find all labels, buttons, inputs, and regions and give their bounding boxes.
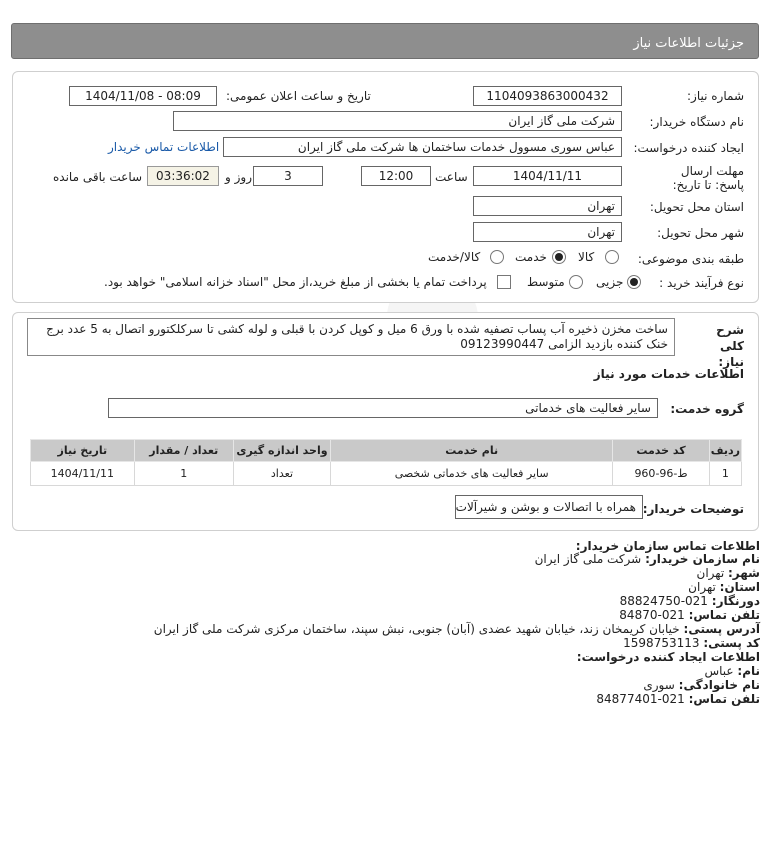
description-text: ساخت مخزن ذخیره آب پساب تصفیه شده با ورق 6 میل و کوپل کردن با قبلی و لوله کشی تا سرکلکتورو اتصال به 5 عدد برج خنک کننده بازدید الزامی 09123990447 [46,322,668,351]
requester-field[interactable]: عباس سوری مسوول خدمات ساختمان ها شرکت ملی گاز ایران [223,137,622,157]
cell-need-date: 1404/11/11 [31,462,135,486]
col-quantity: تعداد / مقدار [134,440,233,462]
need-number-label: شماره نیاز: [687,89,744,103]
deadline-label: مهلت ارسال پاسخ: تا تاریخ: [672,164,744,192]
remaining-time-field: 03:36:02 [147,166,219,186]
need-number-field[interactable]: 1104093863000432 [473,86,622,106]
cell-unit: تعداد [233,462,330,486]
contact-address-line [154,622,760,636]
process-label: نوع فرآیند خرید : [659,276,744,290]
creator-name-line [704,664,760,678]
creator-phone-line [596,692,760,706]
contact-fax-value: 021-88824750 [619,594,708,608]
process-medium-radio[interactable] [569,275,583,289]
category-label: طبقه بندی موضوعی: [637,252,744,266]
buyer-contact-link[interactable]: اطلاعات تماس خریدار [108,140,220,154]
process-minor-label: جزیی [596,275,624,289]
days-label: روز و [225,170,252,184]
process-medium-label: متوسط [527,275,565,289]
contact-fax-label: دورنگار: [711,594,760,608]
contact-org-label: نام سازمان خریدار: [645,552,760,566]
creator-phone-value: 021-84877401 [596,692,685,706]
category-goods-label: کالا [578,250,595,264]
service-group-field[interactable]: سایر فعالیت های خدماتی [108,398,658,418]
creator-name-value: عباس [704,664,734,678]
category-service-label: خدمت [515,250,547,264]
creator-title: اطلاعات ایجاد کننده درخواست: [576,650,760,664]
contact-address-value: خیابان کریمخان زند، خیابان شهید عضدی (آبان) جنوبی، نبش سپند، ساختمان مرکزی شرکت ملی گاز ایران [153,622,680,636]
page-header [11,23,759,59]
description-box [27,318,675,356]
contact-org-line [535,552,760,566]
contact-address-label: آدرس پستی: [683,622,760,636]
announce-label: تاریخ و ساعت اعلان عمومی: [226,89,371,103]
creator-family-label: نام خانوادگی: [678,678,760,692]
col-need-date: تاریخ نیاز [31,440,135,462]
page-title: جزئیات اطلاعات نیاز [633,36,744,51]
contact-phone-line [619,608,760,622]
city-label: شهر محل تحویل: [657,226,744,240]
services-table-header [31,440,742,462]
creator-phone-label: تلفن تماس: [688,692,760,706]
buyer-notes-field: همراه با اتصالات و بوشن و شیرآلات [455,495,643,519]
requester-label: ایجاد کننده درخواست: [633,141,744,155]
creator-name-label: نام: [737,664,760,678]
contact-phone-label: تلفن تماس: [688,608,760,622]
contact-city-line [697,566,760,580]
days-remaining-field[interactable]: 3 [253,166,323,186]
cell-service-name: سایر فعالیت های خدماتی شخصی [331,462,613,486]
contact-postal-label: کد پستی: [703,636,760,650]
services-table [30,439,742,486]
category-goods-service-radio[interactable] [490,250,504,264]
remaining-time-label: ساعت باقی مانده [53,170,143,184]
contact-city-label: شهر: [728,566,760,580]
deadline-date-field[interactable]: 1404/11/11 [473,166,622,186]
province-field[interactable]: تهران [473,196,622,216]
announce-datetime-field[interactable]: 1404/11/08 - 08:09 [69,86,217,106]
deadline-time-field[interactable]: 12:00 [361,166,431,186]
city-field[interactable]: تهران [473,222,622,242]
contact-postal-line [623,636,760,650]
cell-quantity: 1 [134,462,233,486]
contact-title: اطلاعات تماس سازمان خریدار: [575,539,760,553]
cell-service-code: ط-96-960 [613,462,710,486]
contact-postal-value: 1598753113 [623,636,700,650]
cell-row: 1 [709,462,741,486]
col-service-name: نام خدمت [331,440,613,462]
treasury-payment-note: پرداخت تمام یا بخشی از مبلغ خرید،از محل "اسناد خزانه اسلامی" خواهد بود. [104,275,487,289]
contact-city-value: تهران [696,566,725,580]
contact-phone-value: 021-84870 [619,608,685,622]
description-label: شرح کلی نیاز: [716,323,744,369]
province-label: استان محل تحویل: [649,200,744,214]
services-section-title: اطلاعات خدمات مورد نیاز [593,367,744,381]
category-goods-service-label: کالا/خدمت [428,250,481,264]
contact-province-value: تهران [688,580,716,594]
buyer-notes-label: توضیحات خریدار: [642,502,744,516]
treasury-payment-checkbox[interactable] [497,275,511,289]
buyer-org-field[interactable]: شرکت ملی گاز ایران [173,111,622,131]
category-service-radio[interactable] [552,250,566,264]
deadline-time-label: ساعت [435,170,468,184]
col-unit: واحد اندازه گیری [233,440,330,462]
category-goods-radio[interactable] [605,250,619,264]
contact-org-value: شرکت ملی گاز ایران [534,552,642,566]
process-minor-radio[interactable] [627,275,641,289]
service-group-label: گروه خدمت: [670,402,744,416]
contact-fax-line [620,594,760,608]
col-row: ردیف [709,440,741,462]
table-row[interactable] [31,462,742,486]
col-service-code: کد خدمت [613,440,710,462]
creator-family-value: سوری [643,678,675,692]
creator-family-line [643,678,760,692]
contact-province-line [688,580,760,594]
contact-province-label: استان: [719,580,760,594]
buyer-org-label: نام دستگاه خریدار: [649,115,744,129]
